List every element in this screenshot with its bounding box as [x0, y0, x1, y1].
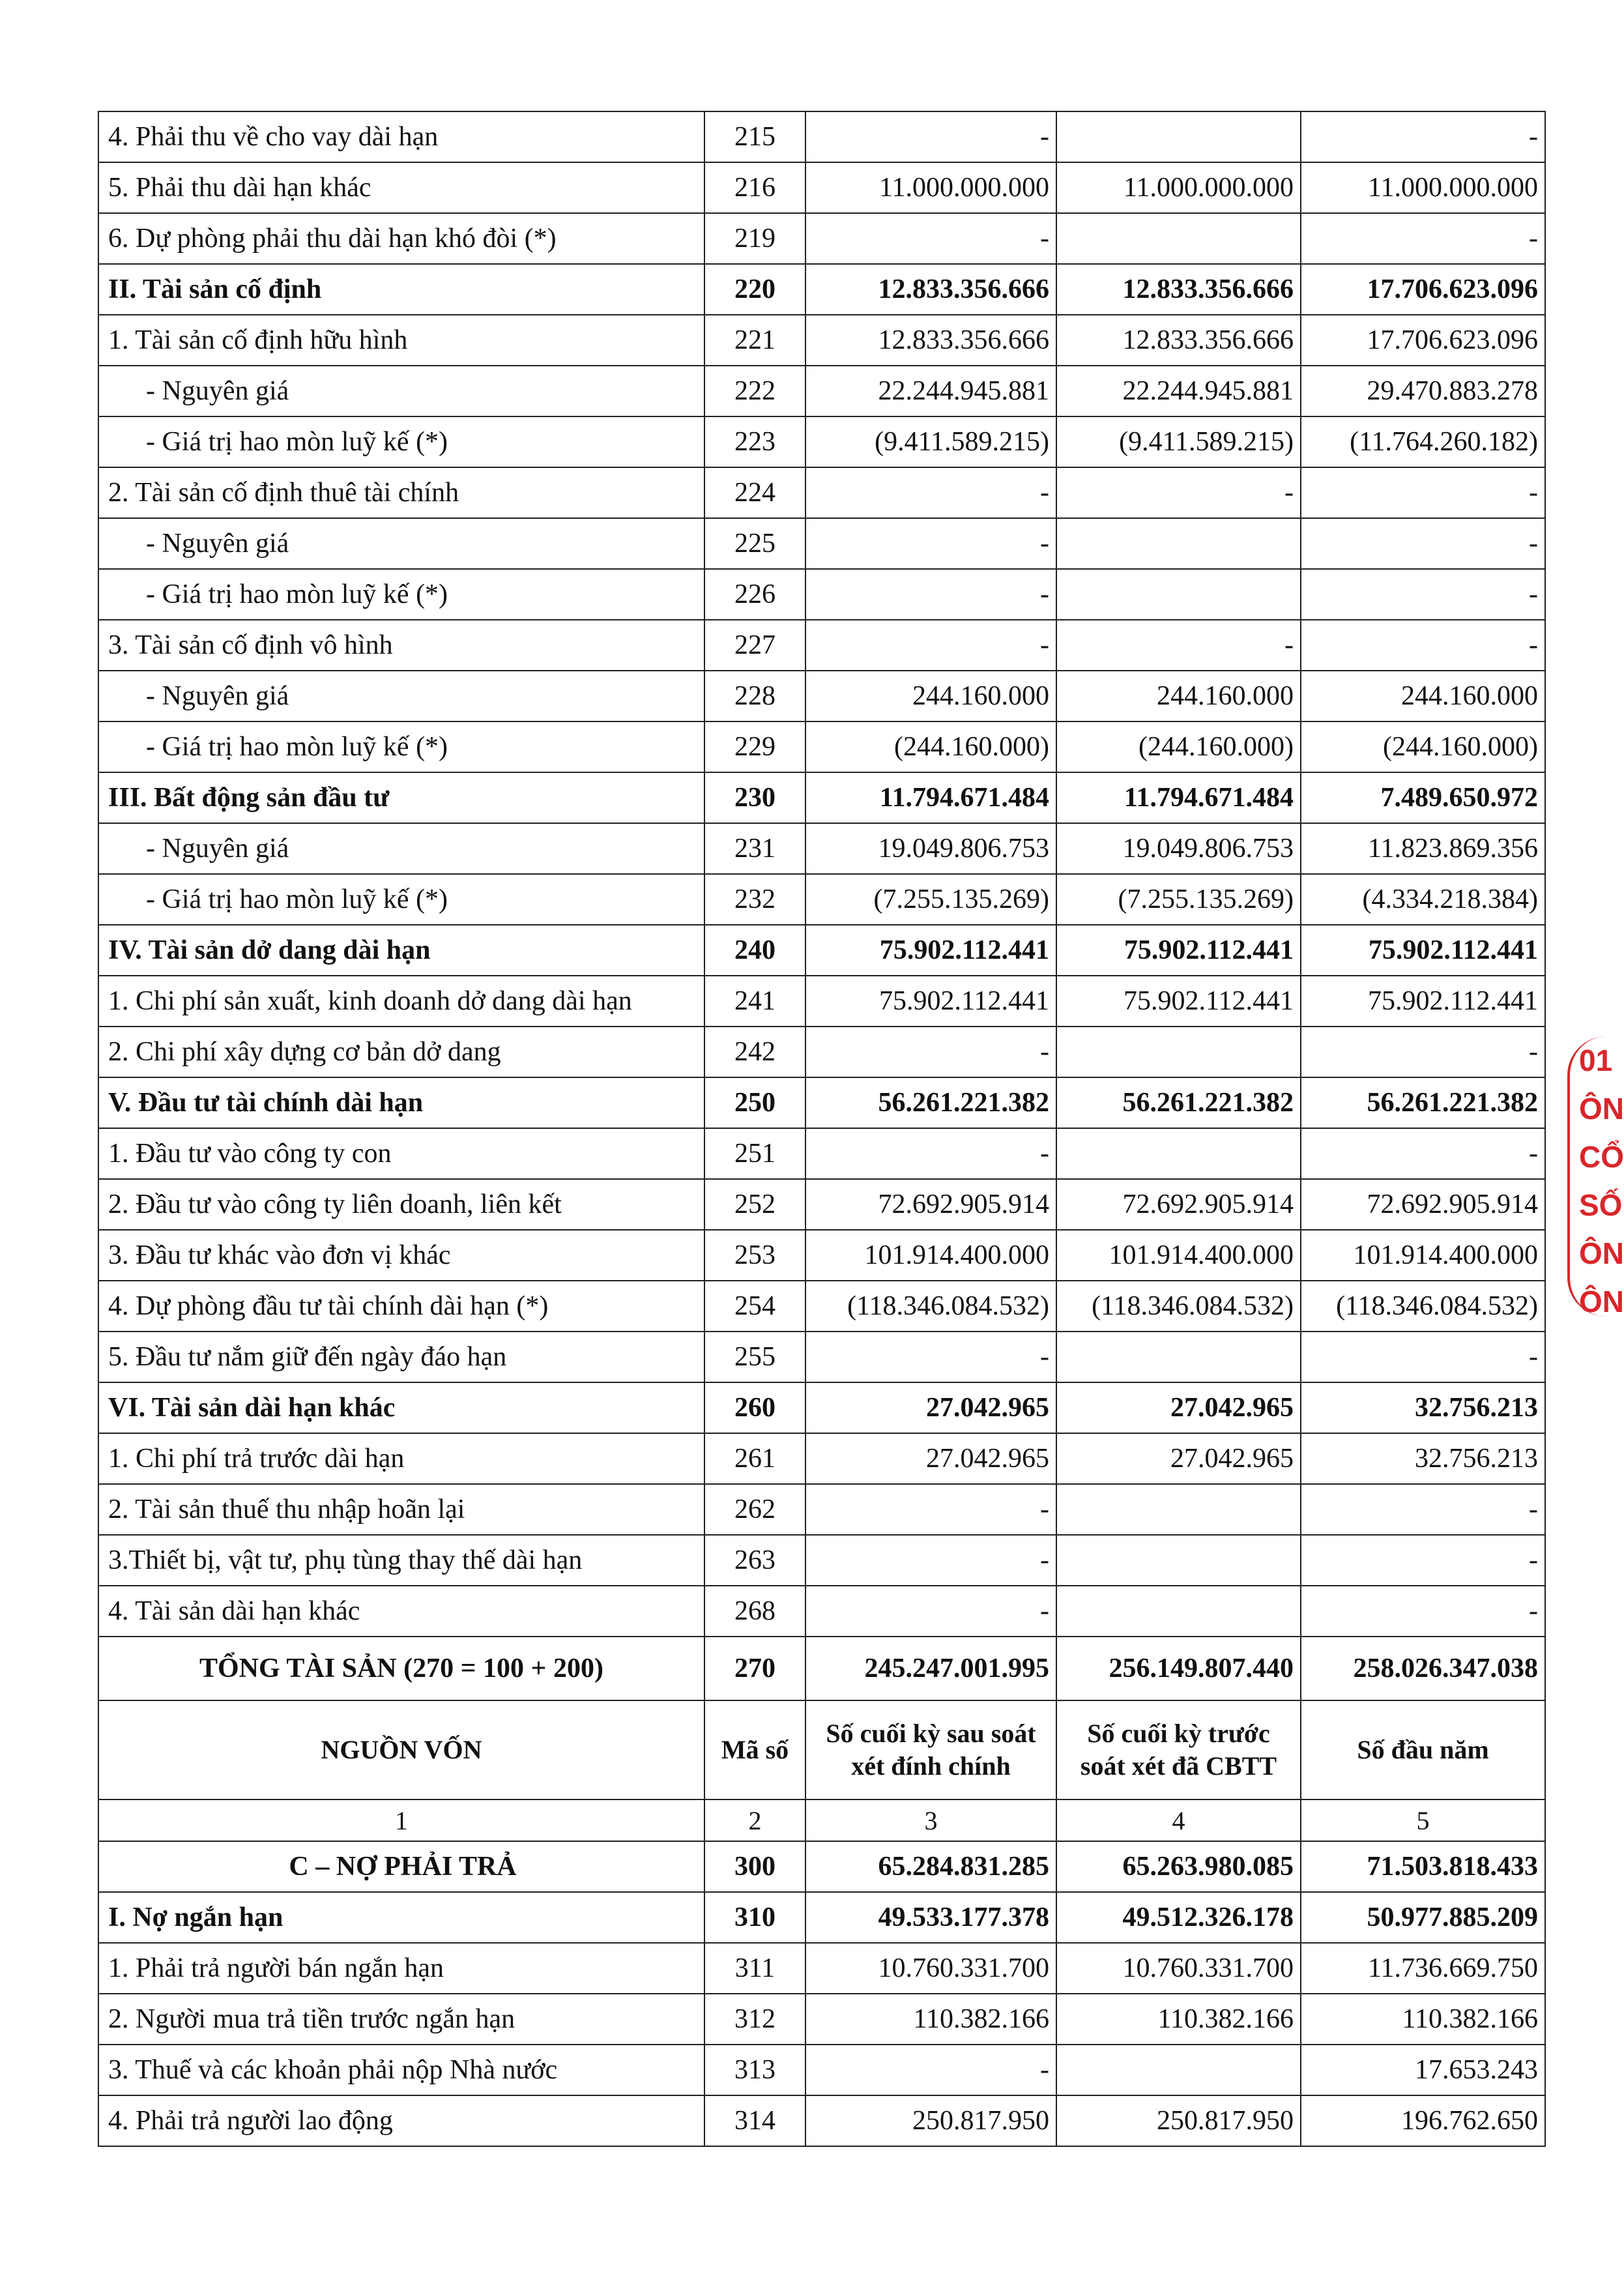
total-assets-c4: 256.149.807.440	[1056, 1637, 1301, 1700]
table-row	[98, 1535, 1545, 1586]
row-label: 5. Phải thu dài hạn khác	[98, 162, 704, 213]
row-label: III. Bất động sản đầu tư	[98, 772, 704, 823]
row-value-col4: 101.914.400.000	[1056, 1230, 1301, 1281]
row-value-col4	[1056, 569, 1301, 620]
row-label: II. Tài sản cố định	[98, 264, 704, 315]
table-row	[98, 213, 1545, 264]
row-value-col5: 17.653.243	[1301, 2045, 1545, 2095]
header-col2: Mã số	[704, 1700, 805, 1799]
row-value-col4: 27.042.965	[1056, 1433, 1301, 1484]
row-value-col3: 65.284.831.285	[805, 1841, 1056, 1892]
row-value-col5: (11.764.260.182)	[1301, 416, 1545, 467]
row-value-col4: 10.760.331.700	[1056, 1943, 1301, 1994]
row-label: 1. Chi phí sản xuất, kinh doanh dở dang dài hạn	[98, 976, 704, 1027]
row-value-col4: 56.261.221.382	[1056, 1077, 1301, 1128]
row-value-col5: 17.706.623.096	[1301, 264, 1545, 315]
row-value-col4	[1056, 518, 1301, 569]
row-value-col4	[1056, 213, 1301, 264]
table-row	[98, 772, 1545, 823]
row-code: 250	[704, 1077, 805, 1128]
liabilities-header	[98, 1700, 1545, 1841]
row-label: 4. Phải trả người lao động	[98, 2095, 704, 2146]
row-value-col5: 101.914.400.000	[1301, 1230, 1545, 1281]
total-assets-label: TỔNG TÀI SẢN (270 = 100 + 200)	[98, 1637, 704, 1700]
row-value-col5: -	[1301, 1128, 1545, 1179]
row-code: 251	[704, 1128, 805, 1179]
row-value-col5: 32.756.213	[1301, 1433, 1545, 1484]
table-row	[98, 1281, 1545, 1332]
row-value-col3: -	[805, 1027, 1056, 1077]
row-value-col3: -	[805, 2045, 1056, 2095]
row-value-col3: -	[805, 1332, 1056, 1382]
stamp-text: ÔN	[1579, 1236, 1624, 1270]
row-value-col3: -	[805, 1535, 1056, 1586]
row-value-col3: 110.382.166	[805, 1994, 1056, 2045]
row-value-col3: 19.049.806.753	[805, 823, 1056, 874]
column-header-row	[98, 1700, 1545, 1799]
row-value-col3: (7.255.135.269)	[805, 874, 1056, 925]
row-code: 215	[704, 111, 805, 162]
row-value-col5: 75.902.112.441	[1301, 925, 1545, 976]
header-col4: Số cuối kỳ trước soát xét đã CBTT	[1056, 1700, 1301, 1799]
row-label: - Giá trị hao mòn luỹ kế (*)	[98, 874, 704, 925]
row-code: 314	[704, 2095, 805, 2146]
row-code: 311	[704, 1943, 805, 1994]
row-value-col5: -	[1301, 620, 1545, 671]
row-code: 312	[704, 1994, 805, 2045]
row-value-col3: 11.000.000.000	[805, 162, 1056, 213]
red-company-stamp	[1567, 1036, 1624, 1318]
row-value-col3: -	[805, 518, 1056, 569]
row-code: 219	[704, 213, 805, 264]
table-row	[98, 2045, 1545, 2095]
row-code: 242	[704, 1027, 805, 1077]
table-row	[98, 1027, 1545, 1077]
row-value-col5: 50.977.885.209	[1301, 1892, 1545, 1943]
row-code: 241	[704, 976, 805, 1027]
row-label: 2. Tài sản thuế thu nhập hoãn lại	[98, 1484, 704, 1535]
row-code: 232	[704, 874, 805, 925]
row-value-col4: 27.042.965	[1056, 1382, 1301, 1433]
table-row	[98, 874, 1545, 925]
row-label: 1. Chi phí trả trước dài hạn	[98, 1433, 704, 1484]
row-code: 224	[704, 467, 805, 518]
row-code: 262	[704, 1484, 805, 1535]
table-row	[98, 1841, 1545, 1892]
table-row	[98, 366, 1545, 416]
row-label: 3. Đầu tư khác vào đơn vị khác	[98, 1230, 704, 1281]
row-label: 1. Phải trả người bán ngắn hạn	[98, 1943, 704, 1994]
row-value-col4	[1056, 1586, 1301, 1637]
total-assets-section	[98, 1637, 1545, 1700]
row-value-col4: 11.794.671.484	[1056, 772, 1301, 823]
row-value-col5: 11.000.000.000	[1301, 162, 1545, 213]
table-row	[98, 976, 1545, 1027]
row-value-col3: 72.692.905.914	[805, 1179, 1056, 1230]
table-row	[98, 518, 1545, 569]
header-col5: Số đầu năm	[1301, 1700, 1545, 1799]
row-label: 1. Đầu tư vào công ty con	[98, 1128, 704, 1179]
table-row	[98, 1892, 1545, 1943]
row-value-col5: 7.489.650.972	[1301, 772, 1545, 823]
row-value-col3: -	[805, 1128, 1056, 1179]
total-assets-code: 270	[704, 1637, 805, 1700]
row-label: 3.Thiết bị, vật tư, phụ tùng thay thế dài hạn	[98, 1535, 704, 1586]
row-label: 1. Tài sản cố định hữu hình	[98, 315, 704, 366]
row-value-col5: 17.706.623.096	[1301, 315, 1545, 366]
row-value-col4: 72.692.905.914	[1056, 1179, 1301, 1230]
liability-section	[98, 1841, 1545, 2146]
row-value-col5: 32.756.213	[1301, 1382, 1545, 1433]
row-label: 2. Người mua trả tiền trước ngắn hạn	[98, 1994, 704, 2045]
balance-sheet	[98, 111, 1544, 2147]
row-value-col3: 11.794.671.484	[805, 772, 1056, 823]
row-code: 255	[704, 1332, 805, 1382]
row-value-col4: 65.263.980.085	[1056, 1841, 1301, 1892]
row-value-col5: -	[1301, 1332, 1545, 1382]
row-label: - Giá trị hao mòn luỹ kế (*)	[98, 416, 704, 467]
row-label: 5. Đầu tư nắm giữ đến ngày đáo hạn	[98, 1332, 704, 1382]
row-code: 220	[704, 264, 805, 315]
row-value-col5: -	[1301, 1586, 1545, 1637]
row-code: 223	[704, 416, 805, 467]
table-row	[98, 1332, 1545, 1382]
row-value-col3: (9.411.589.215)	[805, 416, 1056, 467]
row-value-col3: -	[805, 213, 1056, 264]
table-row	[98, 620, 1545, 671]
row-value-col3: 22.244.945.881	[805, 366, 1056, 416]
row-value-col5: 72.692.905.914	[1301, 1179, 1545, 1230]
row-code: 240	[704, 925, 805, 976]
row-value-col3: 27.042.965	[805, 1382, 1056, 1433]
row-label: 4. Dự phòng đầu tư tài chính dài hạn (*)	[98, 1281, 704, 1332]
stamp-text: CỔ	[1579, 1140, 1624, 1174]
row-value-col4	[1056, 1027, 1301, 1077]
table-row	[98, 1994, 1545, 2045]
row-label: 4. Tài sản dài hạn khác	[98, 1586, 704, 1637]
row-code: 300	[704, 1841, 805, 1892]
row-code: 216	[704, 162, 805, 213]
row-value-col5: -	[1301, 1484, 1545, 1535]
row-value-col3: 75.902.112.441	[805, 925, 1056, 976]
row-value-col3: -	[805, 111, 1056, 162]
row-value-col5: (118.346.084.532)	[1301, 1281, 1545, 1332]
row-code: 263	[704, 1535, 805, 1586]
table-row	[98, 1484, 1545, 1535]
row-value-col4: 12.833.356.666	[1056, 315, 1301, 366]
row-label: V. Đầu tư tài chính dài hạn	[98, 1077, 704, 1128]
row-code: 268	[704, 1586, 805, 1637]
row-value-col4	[1056, 1535, 1301, 1586]
row-label: VI. Tài sản dài hạn khác	[98, 1382, 704, 1433]
row-value-col5: -	[1301, 1027, 1545, 1077]
table-row	[98, 2095, 1545, 2146]
total-assets-row	[98, 1637, 1545, 1700]
row-value-col5: 75.902.112.441	[1301, 976, 1545, 1027]
row-code: 225	[704, 518, 805, 569]
column-number: 3	[805, 1799, 1056, 1841]
row-value-col4: (118.346.084.532)	[1056, 1281, 1301, 1332]
row-value-col4: 75.902.112.441	[1056, 925, 1301, 976]
asset-section	[98, 111, 1545, 1637]
row-value-col3: 75.902.112.441	[805, 976, 1056, 1027]
stamp-text: ÔN	[1579, 1092, 1624, 1126]
row-value-col5: 71.503.818.433	[1301, 1841, 1545, 1892]
row-value-col5: 56.261.221.382	[1301, 1077, 1545, 1128]
row-code: 227	[704, 620, 805, 671]
row-value-col4	[1056, 1332, 1301, 1382]
table-row	[98, 569, 1545, 620]
row-value-col5: 29.470.883.278	[1301, 366, 1545, 416]
row-value-col5: -	[1301, 467, 1545, 518]
row-code: 222	[704, 366, 805, 416]
row-code: 231	[704, 823, 805, 874]
column-number: 1	[98, 1799, 704, 1841]
table-row	[98, 823, 1545, 874]
header-col3: Số cuối kỳ sau soát xét đính chính	[805, 1700, 1056, 1799]
row-value-col3: 56.261.221.382	[805, 1077, 1056, 1128]
row-value-col3: 244.160.000	[805, 671, 1056, 721]
row-value-col3: 12.833.356.666	[805, 315, 1056, 366]
row-value-col4: 49.512.326.178	[1056, 1892, 1301, 1943]
row-value-col4: 11.000.000.000	[1056, 162, 1301, 213]
row-code: 310	[704, 1892, 805, 1943]
row-code: 253	[704, 1230, 805, 1281]
table-row	[98, 264, 1545, 315]
row-value-col3: 49.533.177.378	[805, 1892, 1056, 1943]
row-value-col4: 22.244.945.881	[1056, 366, 1301, 416]
row-label: - Giá trị hao mòn luỹ kế (*)	[98, 569, 704, 620]
column-number: 5	[1301, 1799, 1545, 1841]
row-value-col5: 11.823.869.356	[1301, 823, 1545, 874]
total-assets-c3: 245.247.001.995	[805, 1637, 1056, 1700]
table-row	[98, 721, 1545, 772]
row-value-col3: 101.914.400.000	[805, 1230, 1056, 1281]
row-code: 221	[704, 315, 805, 366]
row-code: 313	[704, 2045, 805, 2095]
row-code: 226	[704, 569, 805, 620]
row-value-col4	[1056, 1128, 1301, 1179]
row-value-col3: 10.760.331.700	[805, 1943, 1056, 1994]
table-row	[98, 315, 1545, 366]
row-value-col4: -	[1056, 467, 1301, 518]
table-row	[98, 111, 1545, 162]
row-value-col5: 244.160.000	[1301, 671, 1545, 721]
row-code: 260	[704, 1382, 805, 1433]
column-number: 4	[1056, 1799, 1301, 1841]
row-value-col4: (244.160.000)	[1056, 721, 1301, 772]
row-label: 3. Tài sản cố định vô hình	[98, 620, 704, 671]
row-code: 254	[704, 1281, 805, 1332]
table-row	[98, 671, 1545, 721]
table-row	[98, 416, 1545, 467]
row-code: 228	[704, 671, 805, 721]
row-value-col4	[1056, 111, 1301, 162]
row-label: - Nguyên giá	[98, 366, 704, 416]
row-value-col4: 244.160.000	[1056, 671, 1301, 721]
row-value-col5: -	[1301, 213, 1545, 264]
row-value-col3: (244.160.000)	[805, 721, 1056, 772]
row-label: 2. Tài sản cố định thuê tài chính	[98, 467, 704, 518]
row-label: I. Nợ ngắn hạn	[98, 1892, 704, 1943]
table-row	[98, 925, 1545, 976]
column-number-row	[98, 1799, 1545, 1841]
row-code: 252	[704, 1179, 805, 1230]
row-value-col5: 110.382.166	[1301, 1994, 1545, 2045]
row-value-col3: -	[805, 1586, 1056, 1637]
row-label: IV. Tài sản dở dang dài hạn	[98, 925, 704, 976]
stamp-text: 01	[1579, 1043, 1613, 1077]
row-value-col5: -	[1301, 1535, 1545, 1586]
table-row	[98, 162, 1545, 213]
row-label: C – NỢ PHẢI TRẢ	[98, 1841, 704, 1892]
row-value-col3: -	[805, 569, 1056, 620]
row-label: 2. Đầu tư vào công ty liên doanh, liên kết	[98, 1179, 704, 1230]
row-label: 3. Thuế và các khoản phải nộp Nhà nước	[98, 2045, 704, 2095]
row-value-col3: 12.833.356.666	[805, 264, 1056, 315]
row-label: 2. Chi phí xây dựng cơ bản dở dang	[98, 1027, 704, 1077]
table-row	[98, 1433, 1545, 1484]
row-code: 261	[704, 1433, 805, 1484]
row-label: 6. Dự phòng phải thu dài hạn khó đòi (*)	[98, 213, 704, 264]
row-value-col4: (9.411.589.215)	[1056, 416, 1301, 467]
row-value-col5: 11.736.669.750	[1301, 1943, 1545, 1994]
table-row	[98, 1128, 1545, 1179]
table-row	[98, 1230, 1545, 1281]
row-value-col3: -	[805, 620, 1056, 671]
row-value-col3: 27.042.965	[805, 1433, 1056, 1484]
column-number: 2	[704, 1799, 805, 1841]
table-row	[98, 1943, 1545, 1994]
row-value-col4: -	[1056, 620, 1301, 671]
row-label: - Nguyên giá	[98, 518, 704, 569]
stamp-text: SỐ	[1579, 1188, 1623, 1222]
row-value-col4: 12.833.356.666	[1056, 264, 1301, 315]
row-value-col5: 196.762.650	[1301, 2095, 1545, 2146]
table-row	[98, 1077, 1545, 1128]
row-value-col3: -	[805, 467, 1056, 518]
row-value-col4: (7.255.135.269)	[1056, 874, 1301, 925]
table-row	[98, 1179, 1545, 1230]
table-row	[98, 467, 1545, 518]
row-label: - Nguyên giá	[98, 671, 704, 721]
row-value-col5: -	[1301, 569, 1545, 620]
row-label: - Giá trị hao mòn luỹ kế (*)	[98, 721, 704, 772]
row-code: 229	[704, 721, 805, 772]
row-value-col5: -	[1301, 518, 1545, 569]
row-value-col5: (4.334.218.384)	[1301, 874, 1545, 925]
row-value-col5: (244.160.000)	[1301, 721, 1545, 772]
row-value-col3: -	[805, 1484, 1056, 1535]
header-col1: NGUỒN VỐN	[98, 1700, 704, 1799]
balance-sheet-table	[98, 111, 1546, 2147]
row-label: 4. Phải thu về cho vay dài hạn	[98, 111, 704, 162]
total-assets-c5: 258.026.347.038	[1301, 1637, 1545, 1700]
row-value-col4: 250.817.950	[1056, 2095, 1301, 2146]
row-value-col4: 75.902.112.441	[1056, 976, 1301, 1027]
row-value-col4	[1056, 1484, 1301, 1535]
row-label: - Nguyên giá	[98, 823, 704, 874]
row-value-col5: -	[1301, 111, 1545, 162]
row-value-col4: 19.049.806.753	[1056, 823, 1301, 874]
row-value-col4: 110.382.166	[1056, 1994, 1301, 2045]
row-value-col3: (118.346.084.532)	[805, 1281, 1056, 1332]
table-row	[98, 1382, 1545, 1433]
stamp-text: ÔN	[1579, 1285, 1624, 1318]
row-value-col3: 250.817.950	[805, 2095, 1056, 2146]
row-value-col4	[1056, 2045, 1301, 2095]
table-row	[98, 1586, 1545, 1637]
row-code: 230	[704, 772, 805, 823]
